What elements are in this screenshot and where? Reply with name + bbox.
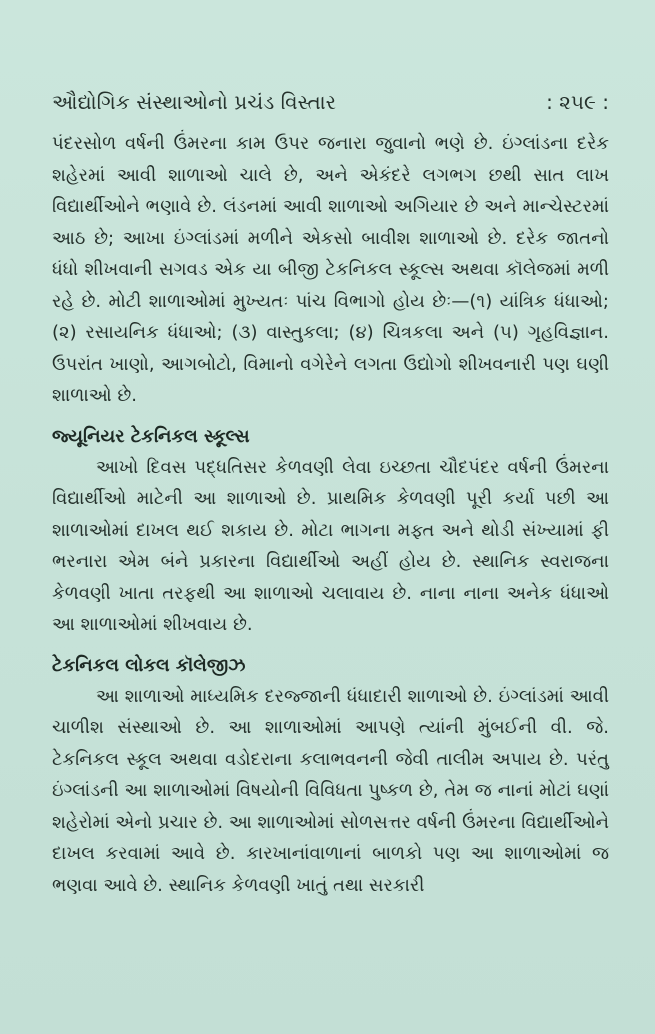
technical-local-colleges-paragraph: આ શાળાઓ માધ્યમિક દરજ્જાની ધંધાદારી શાળાઓ છે. ઇંગ્લાંડમાં આવી ચાળીશ સંસ્થાઓ છે. આ શાળાઓમાં આપણે ત્યાંની મુંબઈની વી. જે. ટેકનિકલ સ્કૂલ અથવા વડોદરાના કલાભવનની જેવી તાલીમ અપાય છે. પરંતુ ઇંગ્લાંડની આ શાળાઓમાં વિષયોની વિવિધતા પુષ્કળ છે, તેમ જ નાનાં મોટાં ઘણાં શહેરોમાં એનો પ્રચાર છે. આ શાળાઓમાં સોળસત્તર વર્ષની ઉંમરના વિદ્યાર્થીઓને દાખલ કરવામાં આવે છે. કારખાનાંવાળાનાં બાળકો પણ આ શાળાઓમાં જ ભણવા આવે છે. સ્થાનિક કેળવણી ખાતું તથા સરકારી bbox=[52, 685, 609, 896]
technical-local-colleges-heading: ટેકનિકલ લોકલ કૉલેજીઝ bbox=[52, 654, 246, 676]
page-number: : ૨૫૯ : bbox=[546, 90, 609, 114]
intro-paragraph: પંદરસોળ વર્ષની ઉંમરના કામ ઉપર જનારા જુવાનો ભણે છે. ઇંગ્લાંડના દરેક શહેરમાં આવી શાળાઓ ચાલે છે, અને એકંદરે લગભગ છથી સાત લાખ વિદ્યાર્થીઓને ભણાવે છે. લંડનમાં આવી શાળાઓ અગિયાર છે અને માન્ચેસ્ટરમાં આઠ છે; આખા ઇંગ્લાંડમાં મળીને એકસો બાવીશ શાળાઓ છે. દરેક જાતનો ધંધો શીખવાની સગવડ એક યા બીજી ટેકનિકલ સ્કૂલ્સ અથવા કૉલેજમાં મળી રહે છે. મોટી શાળાઓમાં મુખ્યતઃ પાંચ વિભાગો હોય છેઃ—(૧) યાંત્રિક ધંધાઓ; (૨) રસાયનિક ધંધાઓ; (૩) વાસ્તુકલા; (૪) ચિત્રકલા અને (૫) ગૃહવિજ્ઞાન. ઉપરાંત ખાણો, આગબોટો, વિમાનો વગેરેને લગતા ઉદ્યોગો શીખવનારી પણ ઘણી શાળાઓ છે. bbox=[52, 133, 609, 406]
running-title: ઔદ્યોગિક સંસ્થાઓનો પ્રચંડ વિસ્તાર bbox=[52, 90, 336, 114]
junior-technical-schools-heading: જ્યૂનિયર ટેકનિકલ સ્કૂલ્સ bbox=[52, 425, 250, 447]
junior-technical-schools-paragraph: આખો દિવસ પદ્ધતિસર કેળવણી લેવા ઇચ્છતા ચૌદપંદર વર્ષની ઉંમરના વિદ્યાર્થીઓ માટેની આ શાળાઓ છે. પ્રાથમિક કેળવણી પૂરી કર્યા પછી આ શાળાઓમાં દાખલ થઈ શકાય છે. મોટા ભાગના મફ્ત અને થોડી સંખ્યામાં ફી ભરનારા એમ બંને પ્રકારના વિદ્યાર્થીઓ અહીં હોય છે. સ્થાનિક સ્વરાજના કેળવણી ખાતા તરફથી આ શાળાઓ ચલાવાય છે. નાના નાના અનેક ધંધાઓ આ શાળાઓમાં શીખવાય છે. bbox=[52, 456, 609, 635]
running-header bbox=[52, 88, 609, 116]
